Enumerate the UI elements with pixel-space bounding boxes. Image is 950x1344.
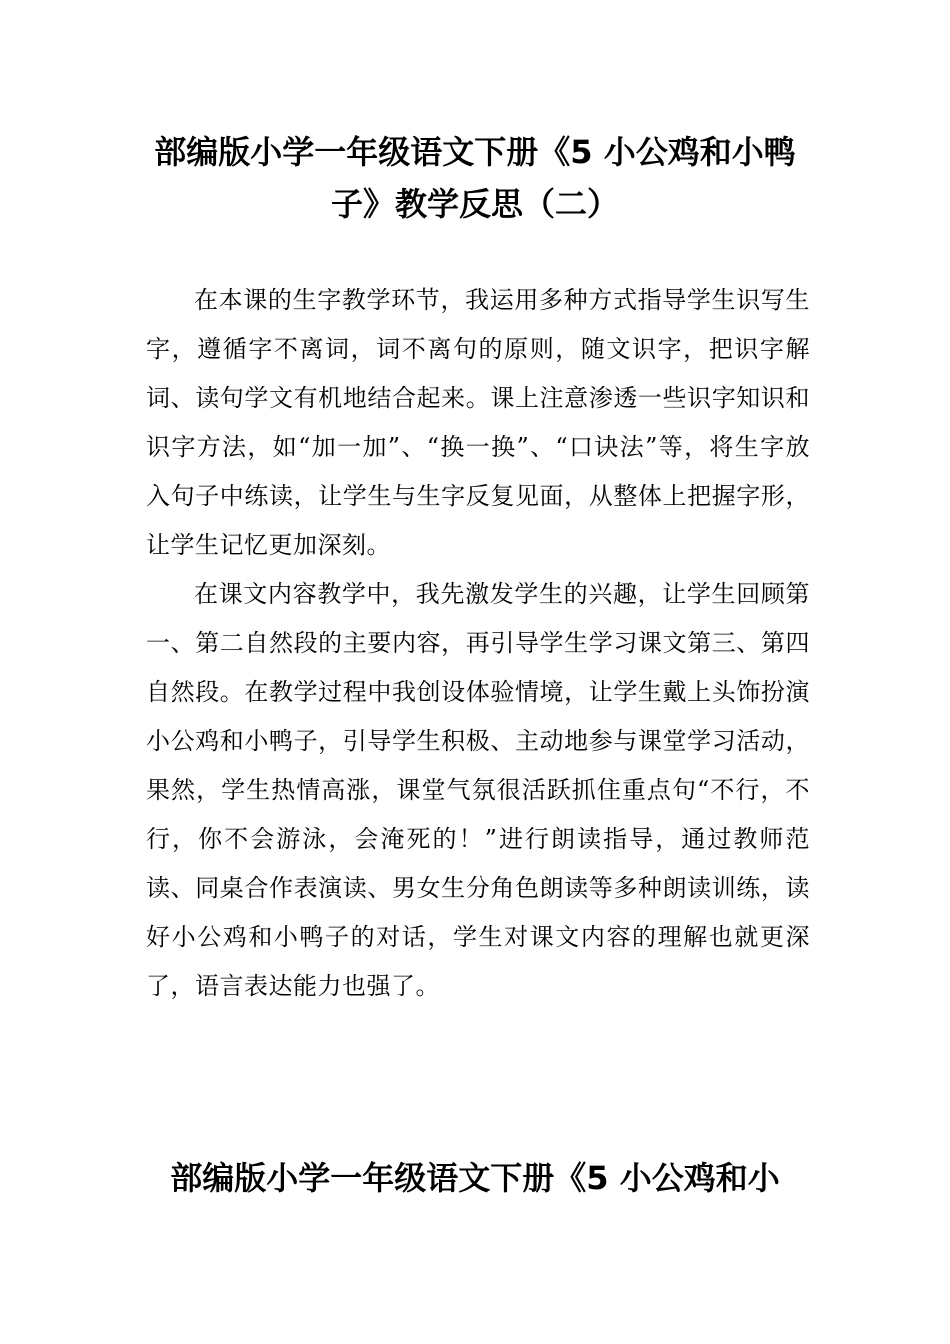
paragraph-1: 在本课的生字教学环节，我运用多种方式指导学生识写生字，遵循字不离词，词不离句的原则，随文识字，把识字解词、读句学文有机地结合起来。课上注意渗透一些识字知识和识字方法，如“加一加”、“换一换”、“口诀法”等，将生字放入句子中练读，让学生与生字反复见面，从整体上把握字形，让学生记忆更加深刻。 xyxy=(146,286,810,559)
document-title: 部编版小学一年级语文下册《5 小公鸡和小鸭子》教学反思（二） xyxy=(154,133,796,223)
document-body xyxy=(146,276,810,1011)
paragraph-2: 在课文内容教学中，我先激发学生的兴趣，让学生回顾第一、第二自然段的主要内容，再引导学生学习课文第三、第四自然段。在教学过程中我创设体验情境，让学生戴上头饰扮演小公鸡和小鸭子，引导学生积极、主动地参与课堂学习活动，果然，学生热情高涨，课堂气氛很活跃抓住重点句“不行，不行，你不会游泳，会淹死的！”进行朗读指导，通过教师范读、同桌合作表演读、男女生分角色朗读等多种朗读训练，读好小公鸡和小鸭子的对话，学生对课文内容的理解也就更深了，语言表达能力也强了。 xyxy=(146,580,810,1000)
next-document-title: 部编版小学一年级语文下册《5 小公鸡和小 xyxy=(170,1159,780,1197)
